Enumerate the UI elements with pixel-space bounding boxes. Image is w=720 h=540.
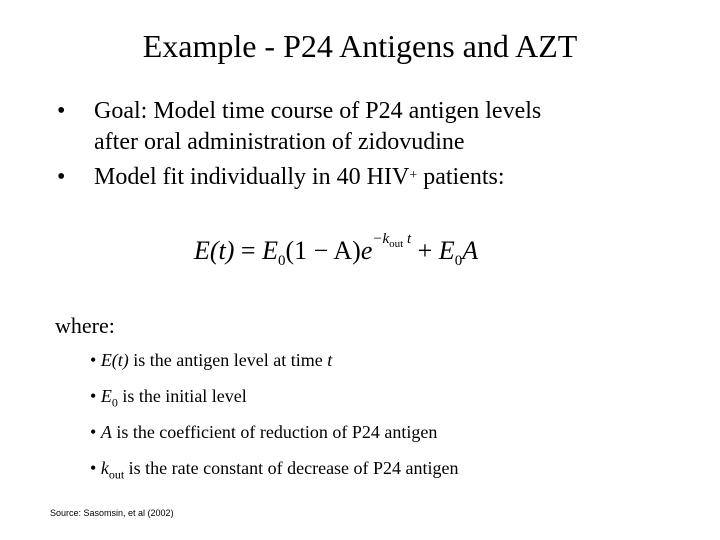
eq-lhs: E(t) <box>194 236 235 265</box>
eq-e0-symbol: E <box>262 236 278 265</box>
eq-equals: = <box>234 236 263 265</box>
bullet-goal-line1: Goal: Model time course of P24 antigen levels <box>94 98 542 124</box>
definition-term: k <box>100 458 109 478</box>
eq-a-symbol: A <box>462 236 479 265</box>
hiv-positive-sup: + <box>409 168 418 183</box>
bullet-marker: • <box>90 350 97 370</box>
bullet-goal-line2: after oral administration of zidovudine <box>94 129 465 155</box>
bullet-marker: • <box>57 98 66 124</box>
eq-e0-sub-2: 0 <box>454 253 463 270</box>
bullet-model-fit-text: Model fit individually in 40 HIV <box>94 164 410 190</box>
definition-term-sub: 0 <box>111 395 118 410</box>
definition-term: E <box>100 386 112 406</box>
definition-term: E(t) <box>100 350 129 370</box>
definition-item <box>90 386 459 422</box>
eq-exp-t: t <box>403 231 412 247</box>
definition-item <box>90 422 459 458</box>
definition-text: is the initial level <box>117 386 247 406</box>
bullet-model-fit <box>57 162 697 193</box>
eq-exp-base: e <box>360 236 373 265</box>
definition-list <box>90 350 459 494</box>
definition-text: is the coefficient of reduction of P24 antigen <box>111 422 438 442</box>
bullet-goal <box>57 96 697 158</box>
eq-exp-sub: out <box>389 238 404 250</box>
eq-factor: (1 − A) <box>285 236 361 265</box>
bullet-marker: • <box>90 458 97 478</box>
bullet-marker: • <box>90 422 97 442</box>
definition-item <box>90 458 459 494</box>
eq-exponent <box>372 231 412 250</box>
definition-text: is the rate constant of decrease of P24 antigen <box>124 458 459 478</box>
where-label: where: <box>55 313 115 338</box>
source-citation: Source: Sasomsin, et al (2002) <box>50 508 174 518</box>
slide-title: Example - P24 Antigens and AZT <box>142 28 578 64</box>
eq-exp-k: −k <box>372 231 390 247</box>
eq-e0-symbol-2: E <box>438 236 455 265</box>
bullet-marker: • <box>90 386 97 406</box>
definition-term: A <box>100 422 112 442</box>
model-equation <box>194 231 479 270</box>
eq-plus: + <box>411 236 439 265</box>
eq-e0-sub: 0 <box>277 253 286 270</box>
bullet-model-fit-tail: patients: <box>417 164 505 190</box>
definition-term-sub: out <box>108 467 125 482</box>
definition-item <box>90 350 459 386</box>
definition-text: is the antigen level at time <box>128 350 328 370</box>
bullet-list <box>57 96 697 197</box>
bullet-marker: • <box>57 164 66 190</box>
definition-tail: t <box>327 350 333 370</box>
